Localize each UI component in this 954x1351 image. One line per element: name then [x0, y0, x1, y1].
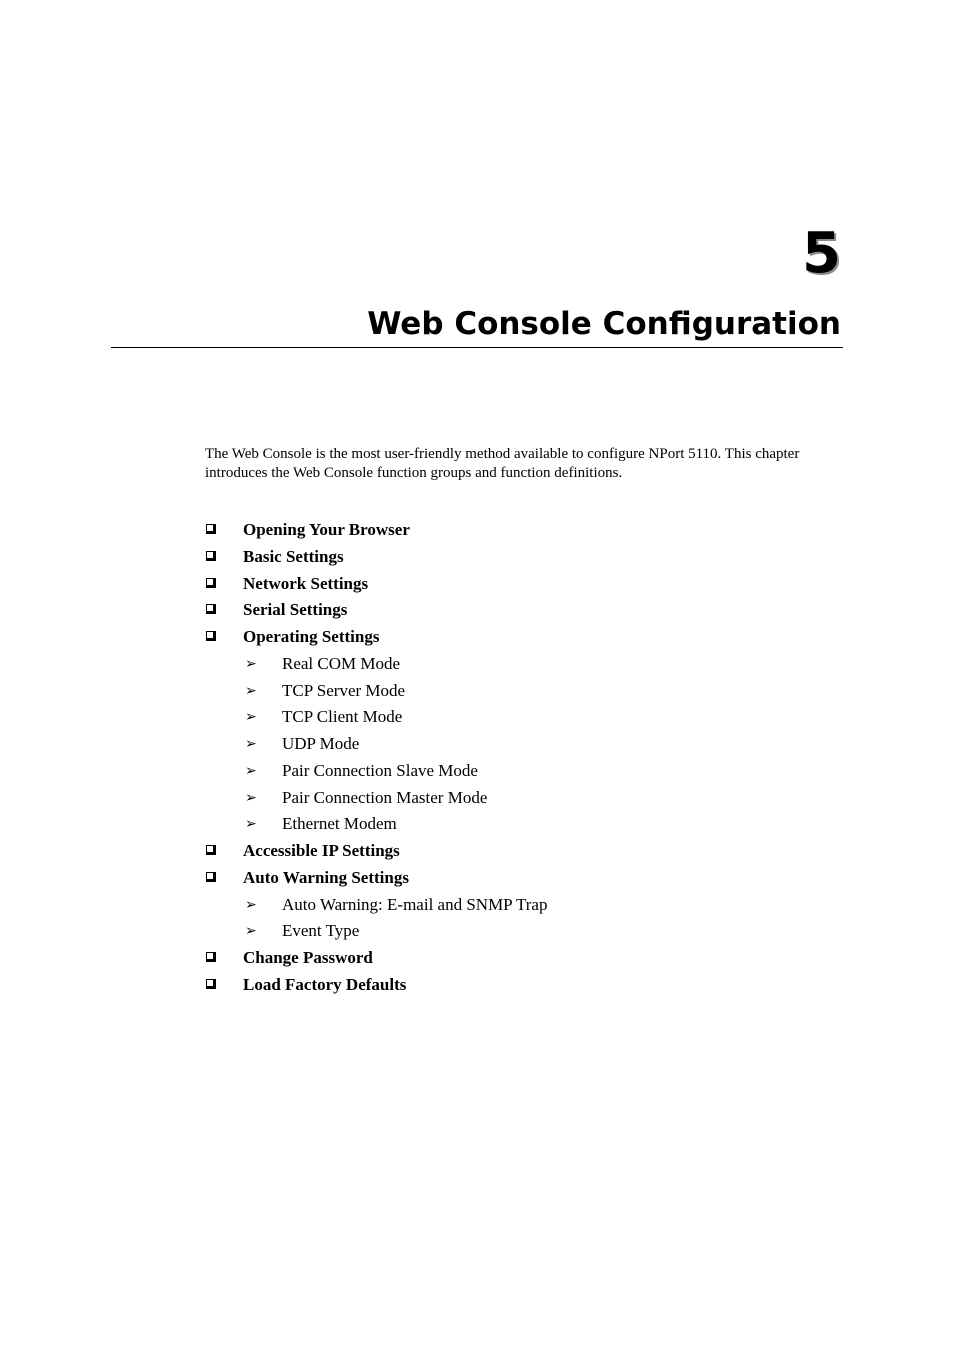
subtopic-item: [205, 892, 825, 919]
topic-label: Opening Your Browser: [243, 520, 410, 539]
checkbox-bullet-icon: [206, 551, 216, 561]
subtopic-item: [205, 678, 825, 705]
topic-list: [205, 517, 825, 999]
title-divider: [111, 347, 843, 348]
topic-label: Change Password: [243, 948, 373, 967]
topic-label: Operating Settings: [243, 627, 380, 646]
checkbox-bullet-icon: [206, 524, 216, 534]
subtopic-label: Pair Connection Master Mode: [282, 787, 488, 807]
topic-item: [205, 838, 825, 865]
arrowhead-bullet-icon: ➢: [245, 736, 257, 752]
arrowhead-bullet-icon: ➢: [245, 923, 257, 940]
checkbox-bullet-icon: [206, 872, 216, 882]
subtopic-item: [205, 731, 825, 758]
topic-label: Auto Warning Settings: [243, 867, 409, 887]
subtopic-item: [205, 758, 825, 785]
checkbox-bullet-icon: [206, 845, 216, 855]
checkbox-bullet-icon: [206, 952, 216, 962]
topic-item: [205, 865, 825, 892]
subtopic-label: Event Type: [282, 921, 360, 941]
topic-item: [205, 571, 825, 598]
topic-item: [205, 517, 825, 544]
topic-label: Accessible IP Settings: [243, 841, 400, 860]
subtopic-label: Auto Warning: E-mail and SNMP Trap: [282, 894, 548, 914]
subtopic-item: [205, 785, 825, 812]
arrowhead-bullet-icon: ➢: [245, 896, 257, 913]
topic-item: [205, 945, 825, 972]
subtopic-label: TCP Server Mode: [282, 680, 406, 700]
subtopic-label: TCP Client Mode: [282, 707, 403, 727]
subtopic-item: [205, 811, 825, 838]
arrowhead-bullet-icon: ➢: [245, 789, 257, 806]
topic-item: [205, 544, 825, 571]
chapter-number: 5: [802, 221, 841, 286]
topic-label: Serial Settings: [243, 600, 348, 620]
subtopic-label: Real COM Mode: [282, 653, 401, 673]
topic-label: Basic Settings: [243, 546, 344, 566]
subtopic-label: Ethernet Modem: [282, 814, 397, 834]
arrowhead-bullet-icon: ➢: [245, 682, 257, 699]
checkbox-bullet-icon: [206, 604, 216, 614]
arrowhead-bullet-icon: ➢: [245, 655, 257, 672]
topic-label: Network Settings: [243, 573, 369, 593]
intro-paragraph: The Web Console is the most user-friendly method available to configure NPort 5110. This chapter introduces the Web Console function groups and function definitions.: [205, 446, 800, 481]
arrowhead-bullet-icon: ➢: [245, 762, 257, 779]
subtopic-item: [205, 918, 825, 945]
topic-label: Load Factory Defaults: [243, 974, 407, 994]
arrowhead-bullet-icon: ➢: [245, 709, 257, 726]
subtopic-item: [205, 704, 825, 731]
arrowhead-bullet-icon: ➢: [245, 816, 257, 833]
checkbox-bullet-icon: [206, 979, 216, 989]
subtopic-label: UDP Mode: [282, 734, 360, 753]
subtopic-item: [205, 651, 825, 678]
checkbox-bullet-icon: [206, 631, 216, 641]
checkbox-bullet-icon: [206, 578, 216, 588]
chapter-title: Web Console Configuration: [367, 306, 841, 342]
topic-item: [205, 972, 825, 999]
topic-item: [205, 597, 825, 624]
topic-item: [205, 624, 825, 651]
subtopic-label: Pair Connection Slave Mode: [282, 760, 478, 780]
